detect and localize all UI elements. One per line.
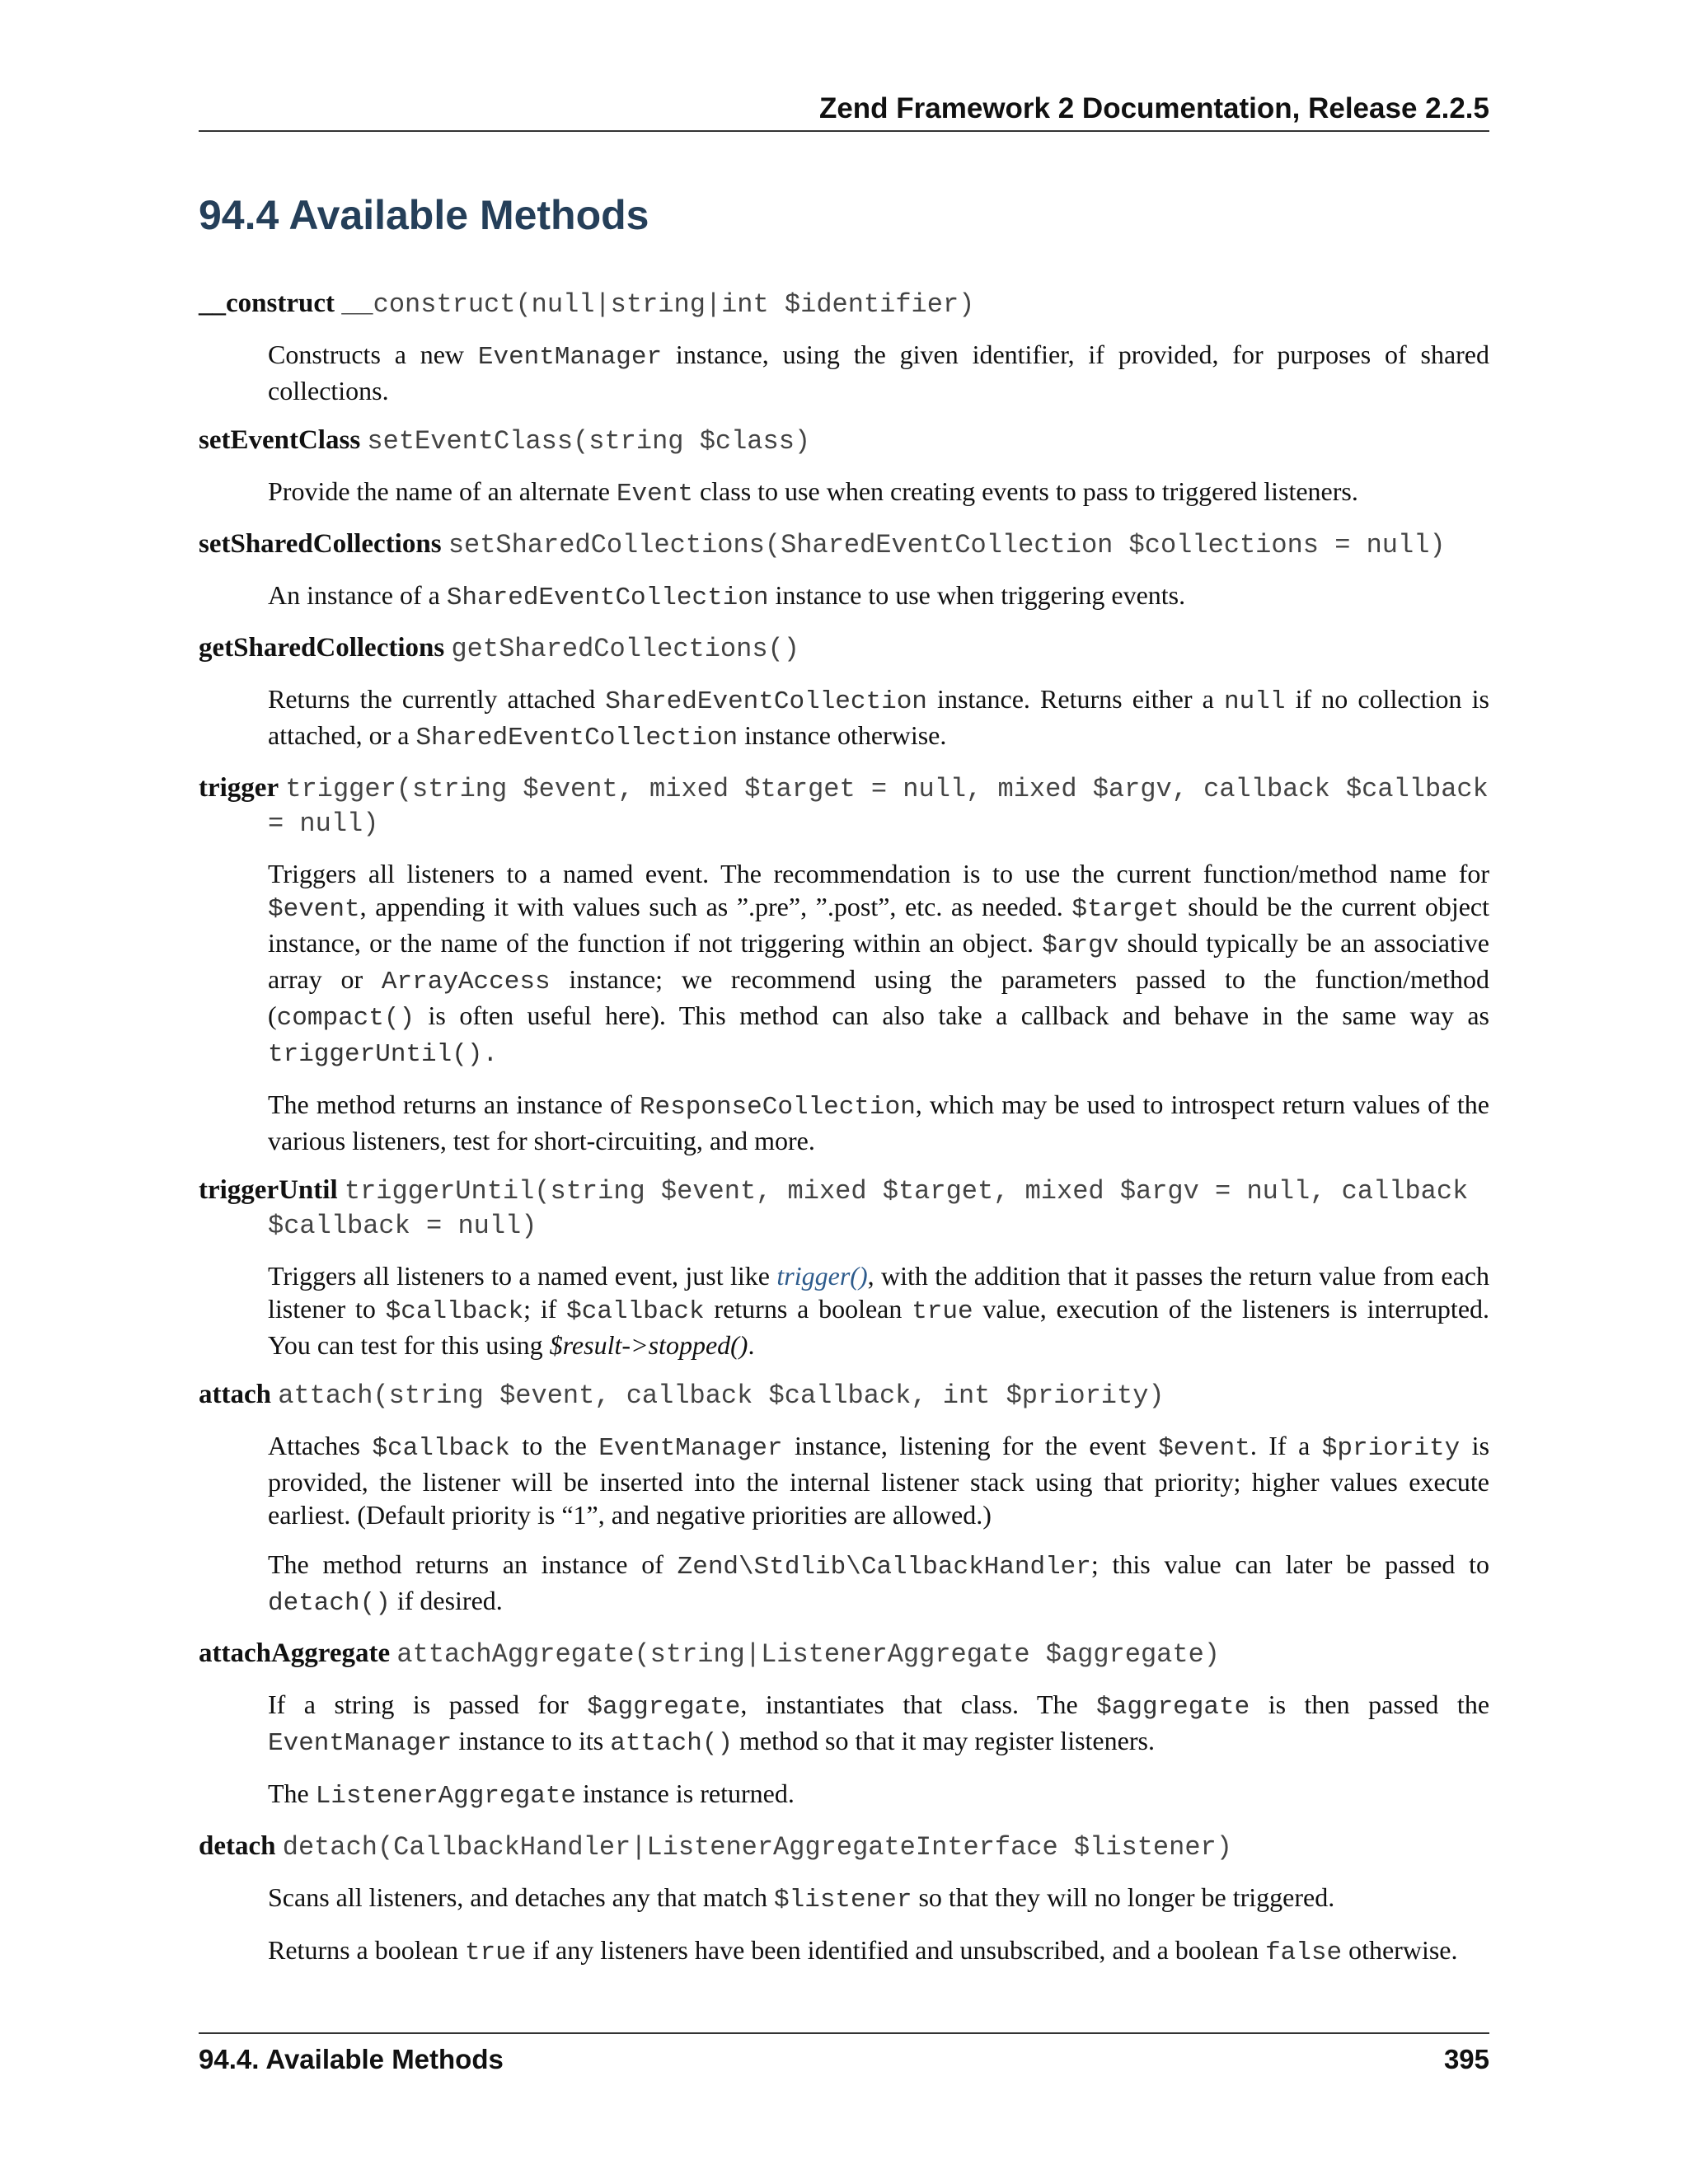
text-run: Triggers all listeners to a named event, just like [268, 1261, 777, 1291]
text-run: . If a [1250, 1431, 1322, 1460]
text-run: Scans all listeners, and detaches any that match [268, 1882, 775, 1912]
inline-code: triggerUntil(). [268, 1040, 499, 1069]
inline-code: ResponseCollection [639, 1093, 916, 1122]
inline-code: EventManager [598, 1434, 783, 1463]
method-entry [199, 1378, 1489, 1620]
method-signature: triggerUntil(string $event, mixed $target, mixed $argv = null, callback $callback = null) [268, 1176, 1469, 1241]
text-run: The method returns an instance of [268, 1090, 640, 1119]
method-description [268, 1259, 1489, 1361]
inline-code: $listener [774, 1886, 912, 1915]
text-run: Constructs a new [268, 340, 478, 369]
text-run: if desired. [390, 1586, 503, 1615]
method-entry [199, 771, 1489, 1157]
text-run: instance; we recommend using the parameters passed to the function/method ( [268, 964, 1489, 1030]
text-run: is often useful here). This method can also take a callback and behave in the same way as [415, 1001, 1489, 1030]
emphasis-text: $result->stopped() [549, 1330, 748, 1360]
description-paragraph [268, 682, 1489, 755]
cross-reference-link[interactable]: trigger() [776, 1261, 868, 1291]
description-paragraph [268, 1881, 1489, 1917]
method-description [268, 338, 1489, 407]
method-signature-line [199, 287, 1489, 321]
method-description [268, 475, 1489, 511]
text-run: instance is returned. [576, 1779, 795, 1808]
inline-code: false [1265, 1938, 1343, 1967]
text-run: instance, using the given identifier, if provided, for purposes of shared collections. [268, 340, 1490, 405]
text-run: value, execution of the listeners is interrupted. You can test for this using [268, 1294, 1490, 1360]
inline-code: $argv [1042, 931, 1119, 960]
description-paragraph [268, 1777, 1489, 1813]
inline-code: EventManager [268, 1729, 452, 1758]
method-name: attachAggregate [199, 1638, 391, 1668]
method-signature-line [199, 1637, 1489, 1671]
text-run: , instantiates that class. The [740, 1690, 1097, 1719]
inline-code: SharedEventCollection [415, 724, 738, 752]
method-signature: __construct(null|string|int $identifier) [341, 289, 975, 320]
method-description [268, 579, 1489, 615]
text-run: instance otherwise. [738, 720, 947, 750]
section-heading: 94.4 Available Methods [199, 192, 649, 238]
inline-code: true [912, 1297, 973, 1326]
method-signature: setSharedCollections(SharedEventCollection $collections = null) [448, 530, 1446, 560]
method-signature-line [199, 1174, 1489, 1243]
method-entry [199, 1174, 1489, 1361]
method-description [268, 1881, 1489, 1970]
method-name: getSharedCollections [199, 633, 445, 663]
inline-code: $event [268, 895, 360, 924]
text-run: The [268, 1779, 316, 1808]
inline-code: null [1224, 687, 1286, 716]
inline-code: Event [616, 480, 693, 509]
text-run: otherwise. [1342, 1935, 1458, 1965]
method-entry [199, 287, 1489, 407]
text-run: Triggers all listeners to a named event. The recommendation is to use the current function/method name for [268, 859, 1489, 888]
text-run: The method returns an instance of [268, 1549, 678, 1579]
method-name: detach [199, 1831, 276, 1861]
inline-code: $aggregate [1096, 1693, 1250, 1722]
text-run: is then passed the [1250, 1690, 1490, 1719]
text-run: Returns the currently attached [268, 684, 606, 714]
text-run: instance, listening for the event [782, 1431, 1159, 1460]
method-signature-line [199, 631, 1489, 666]
text-run: ; this value can later be passed to [1090, 1549, 1490, 1579]
description-paragraph [268, 475, 1489, 511]
inline-code: true [465, 1938, 527, 1967]
inline-code: $callback [385, 1297, 524, 1326]
inline-code: detach() [268, 1589, 391, 1618]
text-run: Provide the name of an alternate [268, 476, 617, 506]
method-signature-line [199, 1378, 1489, 1413]
method-signature: attachAggregate(string|ListenerAggregate $aggregate) [396, 1639, 1220, 1670]
inline-code: compact() [276, 1004, 415, 1033]
description-paragraph [268, 1688, 1489, 1760]
text-run: class to use when creating events to pass to triggered listeners. [692, 476, 1358, 506]
description-paragraph [268, 1933, 1489, 1970]
inline-code: $target [1071, 895, 1179, 924]
text-run: Returns a boolean [268, 1935, 466, 1965]
method-entry [199, 1830, 1489, 1970]
inline-code: attach() [610, 1729, 734, 1758]
method-entry [199, 424, 1489, 511]
method-description [268, 1688, 1489, 1813]
method-signature-line [199, 424, 1489, 458]
inline-code: $callback [566, 1297, 705, 1326]
text-run: so that they will no longer be triggered. [912, 1882, 1335, 1912]
description-paragraph [268, 1259, 1489, 1361]
inline-code: SharedEventCollection [446, 583, 769, 612]
inline-code: $priority [1321, 1434, 1461, 1463]
description-paragraph [268, 1088, 1489, 1157]
method-name: trigger [199, 773, 279, 803]
method-entry [199, 631, 1489, 755]
text-run: , with the addition that it passes the return value from each listener to [268, 1261, 1490, 1324]
method-name: setSharedCollections [199, 529, 442, 559]
method-description [268, 857, 1489, 1157]
method-signature: attach(string $event, callback $callback, int $priority) [278, 1380, 1165, 1411]
footer-section-label: 94.4. Available Methods [199, 2044, 504, 2074]
text-run: method so that it may register listeners. [733, 1726, 1155, 1755]
description-paragraph [268, 1548, 1489, 1620]
inline-code: $callback [372, 1434, 510, 1463]
inline-code: Zend\Stdlib\CallbackHandler [677, 1553, 1091, 1582]
inline-code: EventManager [477, 343, 663, 372]
text-run: should typically be an associative array or [268, 928, 1490, 994]
inline-code: $aggregate [587, 1693, 741, 1722]
method-description [268, 1429, 1489, 1620]
method-signature-line [199, 771, 1489, 841]
text-run: . [748, 1330, 755, 1360]
text-run: ; if [523, 1294, 567, 1324]
method-name: attach [199, 1380, 271, 1409]
footer-rule [199, 2032, 1489, 2034]
text-run: returns a boolean [704, 1294, 912, 1324]
text-run: instance to its [452, 1726, 611, 1755]
text-run: Attaches [268, 1431, 373, 1460]
inline-code: SharedEventCollection [605, 687, 927, 716]
header-rule [199, 130, 1489, 132]
page-number: 395 [1443, 2044, 1489, 2074]
text-run: is provided, the listener will be inserted into the internal listener stack using that priority; higher values execute earliest. (Default priority is “1”, and negative priorities are allowed.) [268, 1431, 1490, 1530]
method-description [268, 682, 1489, 755]
method-signature: trigger(string $event, mixed $target = null, mixed $argv, callback $callback = null) [268, 774, 1489, 839]
text-run: if any listeners have been identified and unsubscribed, and a boolean [526, 1935, 1266, 1965]
description-paragraph [268, 579, 1489, 615]
inline-code: ArrayAccess [381, 968, 551, 996]
text-run: , appending it with values such as ”.pre”, ”.post”, etc. as needed. [359, 892, 1072, 921]
method-name: __construct [199, 288, 335, 318]
method-name: triggerUntil [199, 1175, 338, 1205]
inline-code: ListenerAggregate [315, 1782, 577, 1811]
method-signature: detach(CallbackHandler|ListenerAggregateInterface $listener) [282, 1832, 1232, 1863]
method-signature: getSharedCollections() [451, 634, 799, 664]
description-paragraph [268, 338, 1489, 407]
description-paragraph [268, 1429, 1489, 1531]
document-page [199, 0, 1489, 2184]
text-run: , which may be used to introspect return values of the various listeners, test for short-circuiting, and more. [268, 1090, 1490, 1155]
text-run: An instance of a [268, 580, 447, 610]
text-run: instance to use when triggering events. [768, 580, 1186, 610]
method-entry [199, 1637, 1489, 1813]
text-run: instance. Returns either a [926, 684, 1225, 714]
text-run: should be the current object instance, or the name of the function if not triggering within an object. [268, 892, 1489, 958]
method-signature: setEventClass(string $class) [367, 426, 811, 457]
inline-code: $event [1158, 1434, 1250, 1463]
method-name: setEventClass [199, 425, 361, 455]
method-signature-line [199, 1830, 1489, 1864]
text-run: If a string is passed for [268, 1690, 588, 1719]
running-header-title: Zend Framework 2 Documentation, Release 2.2.5 [818, 92, 1489, 124]
text-run: to the [509, 1431, 599, 1460]
method-signature-line [199, 527, 1489, 562]
text-run: if no collection is attached, or a [268, 684, 1490, 750]
method-entry [199, 527, 1489, 615]
description-paragraph [268, 857, 1489, 1071]
methods-list [199, 287, 1489, 1986]
